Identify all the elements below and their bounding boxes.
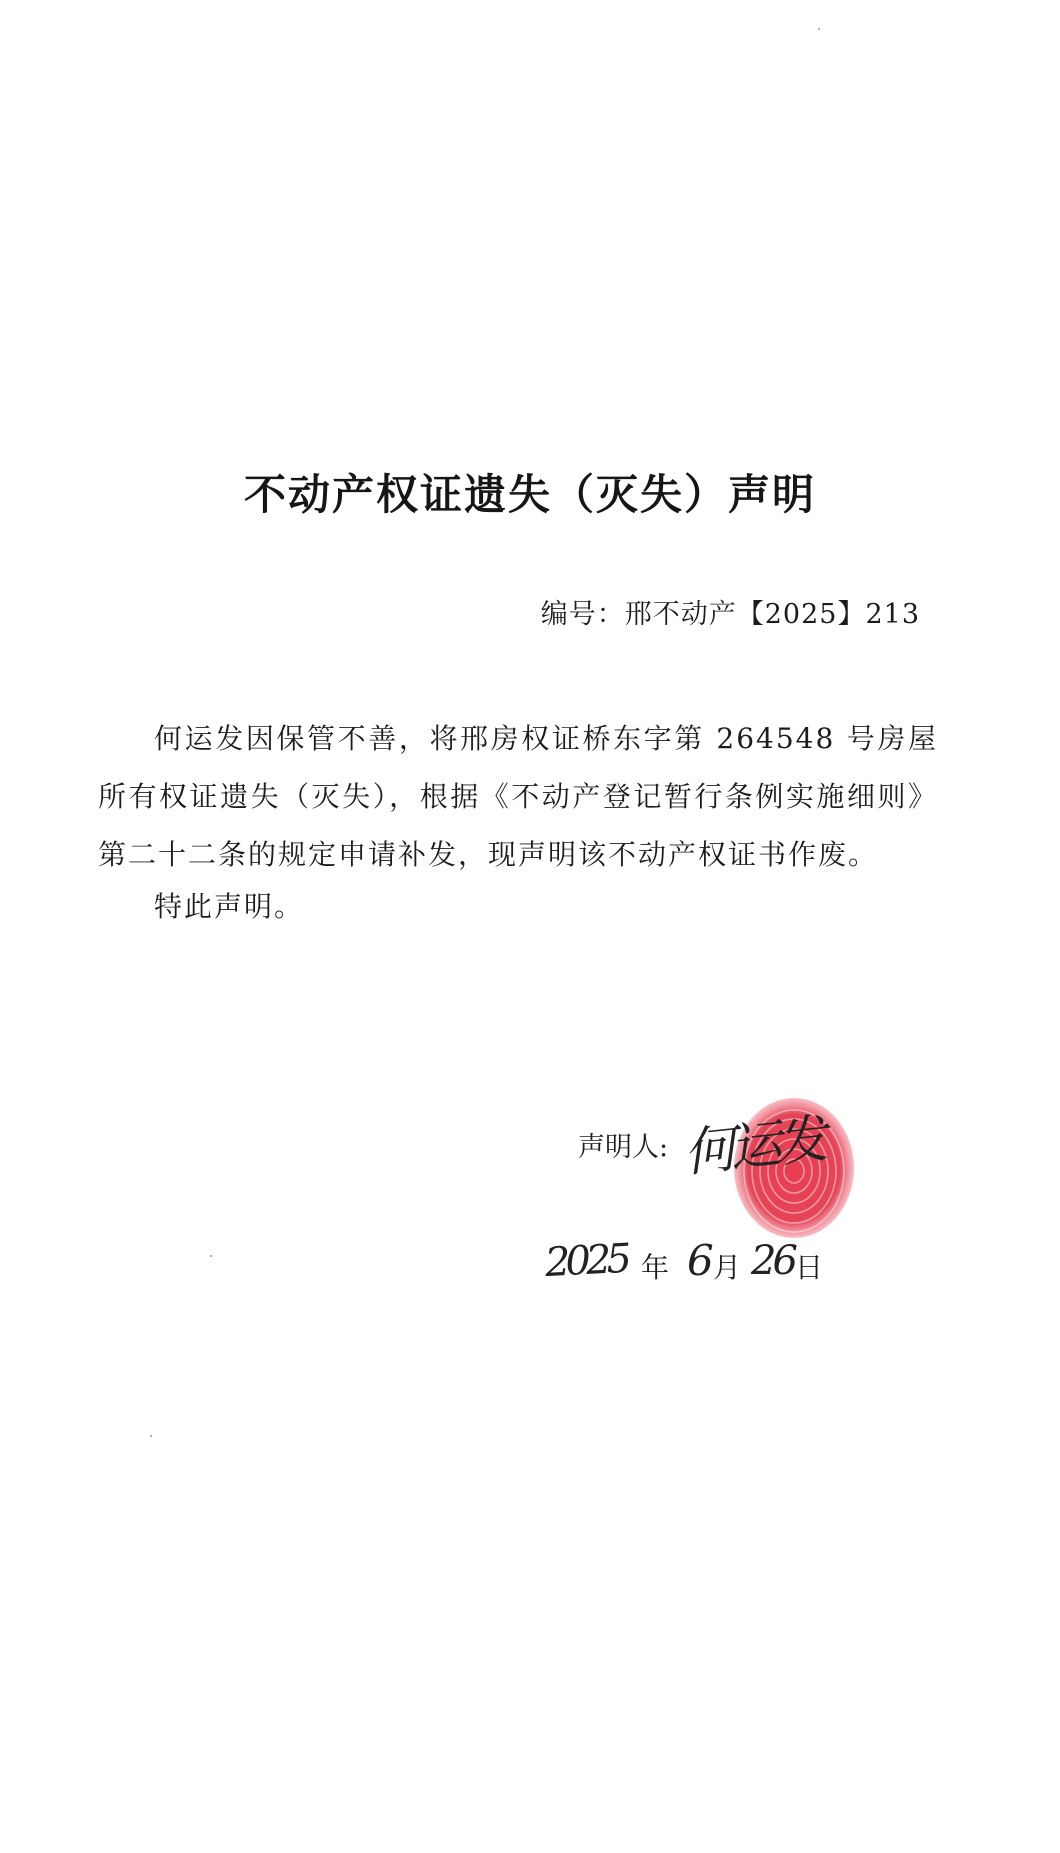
signature-text: 何运发 [680,1109,825,1185]
date-day-unit: 日 [795,1251,824,1284]
date-line [545,1232,845,1312]
document-title: 不动产权证遗失（灭失）声明 [243,470,816,519]
scan-speck [818,28,820,30]
date-month-unit: 月 [713,1251,742,1284]
closing-statement: 特此声明。 [154,890,305,923]
date-day: 26 [751,1238,794,1284]
date-year-unit: 年 [641,1251,670,1284]
statement-body: 何运发因保管不善，将邢房权证桥东字第 264548 号房屋所有权证遗失（灭失），根据《不动产登记暂行条例实施细则》第二十二条的规定申请补发，现声明该不动产权证书作废。 [98,722,938,871]
document-number: 编号：邢不动产【2025】213 [540,599,920,630]
date-month: 6 [687,1236,714,1285]
scan-speck [210,1255,212,1257]
date-year: 2025 [543,1235,628,1287]
signer-label: 声明人: [578,1132,669,1163]
handwritten-signature [680,1100,853,1190]
scan-speck [150,1435,152,1437]
